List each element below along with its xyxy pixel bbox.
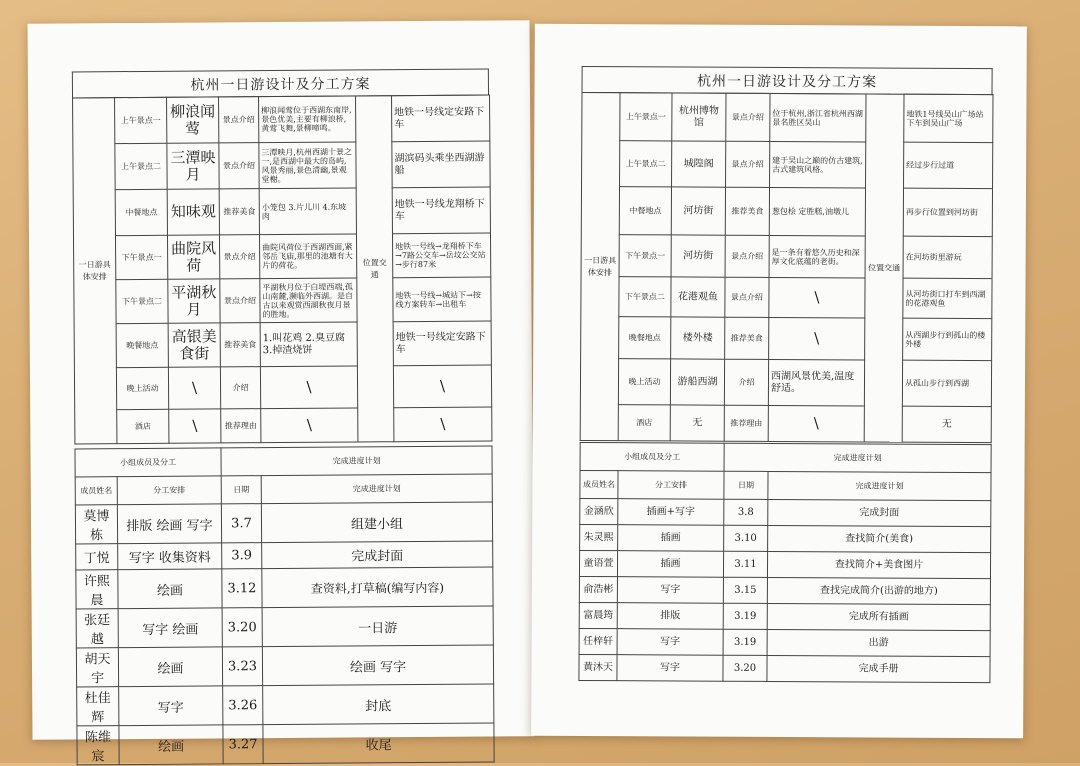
member-name: 童语萱 [579, 550, 617, 576]
left-schedule-table [72, 95, 492, 445]
right-label-night: 晚上活动 [618, 359, 670, 405]
right-label-food-1: 推荐美食 [725, 187, 769, 235]
right-col-task: 分工安排 [618, 471, 724, 500]
member-task: 绘画 [119, 725, 223, 765]
left-traffic-7: \ [393, 365, 491, 408]
right-label-pm2: 下午景点二 [619, 277, 671, 317]
member-date: 3.20 [222, 608, 262, 647]
member-plan: 绘画 写字 [262, 645, 493, 686]
right-label-reason: 推荐理由 [724, 405, 768, 441]
left-position-label: 位置交通 [356, 96, 394, 442]
member-plan: 完成封面 [262, 541, 493, 569]
table-row [580, 524, 991, 552]
member-task: 写字 [617, 655, 723, 682]
left-traffic-4: 地铁一号线→龙翔桥下车→7路公交车→岳坟公交站→步行87米 [392, 233, 490, 278]
member-name: 俞浩彬 [579, 576, 617, 602]
left-label-intro-2: 景点介绍 [219, 143, 259, 189]
table-row [77, 723, 494, 765]
right-desc-3: 葱包桧 定胜糕,油墩儿 [769, 187, 865, 236]
right-schedule-label: 一日游具体安排 [580, 92, 620, 440]
left-label-am2: 上午景点二 [115, 143, 167, 189]
left-team-header: 小组成员及分工 [75, 448, 221, 477]
left-label-intro-5: 介绍 [220, 367, 260, 409]
right-sheet [531, 24, 1027, 739]
right-traffic-4: 在河坊街里游玩 [903, 236, 992, 278]
member-date: 3.9 [222, 543, 262, 569]
left-traffic-8: \ [394, 407, 492, 442]
member-date: 3.10 [724, 525, 768, 551]
left-col-date: 日期 [221, 476, 261, 504]
right-traffic-5: 从河坊街口打车到西湖的花港观鱼 [903, 278, 992, 318]
left-title: 杭州一日游设计及分工方案 [72, 69, 488, 98]
member-date: 3.7 [221, 504, 261, 543]
right-place-1: 杭州博物馆 [672, 93, 726, 141]
left-col-name: 成员姓名 [75, 477, 117, 505]
table-row [75, 502, 492, 544]
right-label-am2: 上午景点二 [620, 141, 672, 187]
left-desc-1: 柳浪闻莺位于西湖东南岸,景色优美,主要有柳浪桥,黄莺飞舞,景柳啼鸣。 [259, 96, 356, 143]
member-name: 丁悦 [76, 544, 118, 570]
right-progress-header: 完成进度计划 [724, 443, 991, 472]
left-place-2: 三潭映月 [167, 143, 219, 189]
right-title-table [582, 66, 993, 95]
table-row [77, 684, 494, 726]
left-team-table [74, 446, 494, 766]
right-label-lunch: 中餐地点 [619, 187, 671, 235]
left-traffic-6: 地铁一号线定安路下车 [393, 321, 491, 366]
left-label-reason: 推荐理由 [221, 409, 261, 443]
right-traffic-2: 经过步行过道 [904, 142, 993, 188]
right-traffic-3: 再步行位置到河坊街 [903, 188, 992, 236]
member-plan: 一日游 [262, 606, 493, 647]
member-plan: 完成封面 [768, 499, 991, 526]
right-col-name: 成员姓名 [580, 470, 618, 498]
member-date: 3.23 [222, 647, 262, 686]
right-team-header: 小组成员及分工 [580, 442, 724, 471]
member-name: 莫博栋 [75, 505, 117, 544]
member-plan: 查找完成简介(出游的地方) [767, 577, 990, 604]
table-row [579, 576, 990, 604]
member-task: 写字 [617, 577, 723, 604]
right-col-plan: 完成进度计划 [768, 471, 991, 500]
member-name: 金涵欣 [580, 498, 618, 524]
member-date: 3.15 [723, 577, 767, 603]
member-task: 插画 [618, 525, 724, 552]
member-task: 绘画 [118, 569, 222, 609]
right-label-intro-2: 景点介绍 [726, 141, 770, 187]
member-task: 写字 收集资料 [118, 543, 222, 570]
table-row [579, 602, 990, 630]
member-date: 3.19 [723, 603, 767, 629]
right-team-table [578, 442, 991, 683]
right-desc-1: 位于杭州,浙江省杭州西湖景名胜区吴山 [770, 93, 866, 142]
right-desc-7: 西湖风景优美,温度舒适。 [768, 359, 864, 406]
right-label-intro-5: 介绍 [724, 359, 768, 405]
member-name: 黄沐天 [579, 654, 617, 680]
member-plan: 组建小组 [261, 502, 492, 543]
member-task: 插画+写字 [618, 499, 724, 526]
right-traffic-7: 从孤山步行到西湖 [902, 360, 991, 406]
left-label-hotel: 酒店 [117, 409, 169, 443]
right-title: 杭州一日游设计及分工方案 [582, 66, 992, 94]
left-desc-4: 曲院风荷位于西湖西面,紧邻岳飞庙,那里的池塘有大片的荷花。 [259, 234, 356, 279]
member-task: 写字 绘画 [118, 608, 222, 648]
right-label-food-2: 推荐美食 [725, 317, 769, 359]
left-label-am1: 上午景点一 [115, 97, 167, 143]
table-row [76, 541, 493, 570]
member-name: 胡天宇 [76, 648, 118, 687]
right-col-date: 日期 [724, 471, 768, 499]
member-plan: 出游 [767, 629, 990, 656]
member-plan: 查找简介+美食图片 [767, 551, 990, 578]
member-task: 插画 [617, 551, 723, 578]
right-traffic-6: 从西湖步行到孤山的楼外楼 [903, 318, 992, 360]
left-label-food-1: 推荐美食 [219, 189, 259, 235]
member-name: 陈维宸 [77, 726, 119, 765]
left-progress-header: 完成进度计划 [221, 446, 492, 476]
table-row [579, 654, 990, 682]
left-label-night: 晚上活动 [116, 367, 168, 409]
left-place-7: \ [168, 367, 220, 409]
member-date: 3.27 [223, 725, 263, 764]
left-desc-7: \ [260, 366, 357, 409]
right-place-2: 城隍阁 [672, 141, 726, 187]
member-name: 朱灵熙 [580, 524, 618, 550]
table-row [579, 550, 990, 578]
table-row [76, 645, 493, 687]
left-desc-2: 三潭映月,杭州西湖十景之一,是西湖中最大的岛屿,风景秀丽,景色清幽,景观堂榭。 [259, 142, 356, 189]
left-title-table [72, 69, 489, 99]
member-name: 张廷越 [76, 609, 118, 648]
right-traffic-8: 无 [902, 406, 991, 442]
member-date: 3.20 [723, 655, 767, 681]
right-place-4: 河坊街 [671, 235, 725, 277]
left-sheet [28, 20, 535, 765]
member-plan: 完成所有插画 [767, 603, 990, 630]
right-place-7: 游船西湖 [670, 359, 724, 405]
left-desc-5: 平湖秋月位于白堤西端,孤山南麓,濒临外西湖。是自古以来观赏西湖秋夜月景的胜地。 [260, 278, 357, 323]
left-label-pm2: 下午景点二 [116, 279, 168, 323]
member-task: 排版 绘画 写字 [117, 504, 221, 544]
member-date: 3.19 [723, 629, 767, 655]
member-plan: 查资料,打草稿(编写内容) [262, 567, 493, 608]
right-place-6: 楼外楼 [671, 317, 725, 359]
table-row [579, 628, 990, 656]
member-date: 3.8 [724, 499, 768, 525]
right-desc-6: \ [769, 317, 865, 360]
right-desc-8: \ [768, 405, 864, 442]
right-label-hotel: 酒店 [618, 405, 670, 441]
left-label-pm1: 下午景点一 [115, 235, 167, 279]
right-place-8: 无 [670, 405, 724, 441]
right-label-am1: 上午景点一 [620, 93, 672, 141]
left-traffic-1: 地铁一号线定安路下车 [392, 95, 490, 142]
left-desc-6: 1.叫花鸡 2.臭豆腐 3.掉渣烧饼 [260, 322, 357, 367]
right-place-5: 花港观鱼 [671, 277, 725, 317]
left-traffic-2: 湖滨码头乘坐西湖游船 [392, 141, 490, 188]
right-position-label: 位置交通 [864, 94, 904, 442]
left-label-lunch: 中餐地点 [115, 189, 167, 235]
left-label-intro-1: 景点介绍 [219, 97, 259, 143]
left-schedule-label: 一日游具体安排 [73, 98, 117, 444]
member-name: 富晨筠 [579, 602, 617, 628]
right-place-3: 河坊街 [671, 187, 725, 235]
member-task: 写字 [617, 629, 723, 656]
right-desc-5: \ [769, 277, 865, 318]
left-col-task: 分工安排 [117, 476, 221, 505]
right-label-pm1: 下午景点一 [619, 235, 671, 277]
left-place-1: 柳浪闻莺 [167, 97, 219, 143]
left-desc-3: 小笼包 3.片儿川 4.东坡肉 [259, 188, 356, 235]
member-task: 绘画 [118, 647, 222, 687]
member-name: 许熙晨 [76, 570, 118, 609]
member-plan: 封底 [263, 684, 494, 725]
right-label-dinner: 晚餐地点 [619, 317, 671, 359]
right-label-intro-4: 景点介绍 [725, 277, 769, 317]
member-task: 写字 [119, 686, 223, 726]
left-label-food-2: 推荐美食 [220, 323, 260, 367]
right-desc-4: 是一条有着悠久历史和深厚文化底蕴的老街。 [769, 235, 865, 278]
member-date: 3.26 [223, 686, 263, 725]
right-traffic-1: 地铁1号线吴山广场站下车到吴山广场 [904, 94, 993, 142]
member-task: 排版 [617, 603, 723, 630]
right-label-intro-3: 景点介绍 [725, 235, 769, 277]
table-row [76, 606, 493, 648]
member-plan: 完成手册 [767, 655, 990, 682]
right-desc-2: 建于吴山之巅的仿古建筑,古式建筑风格。 [770, 141, 866, 188]
left-col-plan: 完成进度计划 [261, 474, 492, 504]
right-schedule-table [580, 92, 994, 443]
member-plan: 查找简介(美食) [768, 525, 991, 552]
left-place-4: 曲院风荷 [167, 235, 219, 279]
member-name: 任梓轩 [579, 628, 617, 654]
left-traffic-3: 地铁一号线龙翔桥下车 [392, 187, 490, 234]
left-traffic-5: 地铁一号线→城站下→按线方案转车→出租车 [393, 277, 491, 322]
table-row [76, 567, 493, 609]
member-name: 杜佳辉 [77, 687, 119, 726]
left-label-intro-4: 景点介绍 [220, 279, 260, 323]
left-desc-8: \ [261, 408, 358, 443]
left-place-8: \ [169, 409, 221, 443]
left-label-dinner: 晚餐地点 [116, 323, 168, 367]
right-label-intro-1: 景点介绍 [726, 93, 770, 141]
left-place-6: 高银美食街 [168, 323, 220, 367]
member-date: 3.11 [723, 551, 767, 577]
left-label-intro-3: 景点介绍 [219, 235, 259, 279]
member-plan: 收尾 [263, 723, 494, 764]
table-row [580, 498, 991, 526]
member-date: 3.12 [222, 569, 262, 608]
left-place-5: 平湖秋月 [168, 279, 220, 323]
left-place-3: 知味观 [167, 189, 219, 235]
